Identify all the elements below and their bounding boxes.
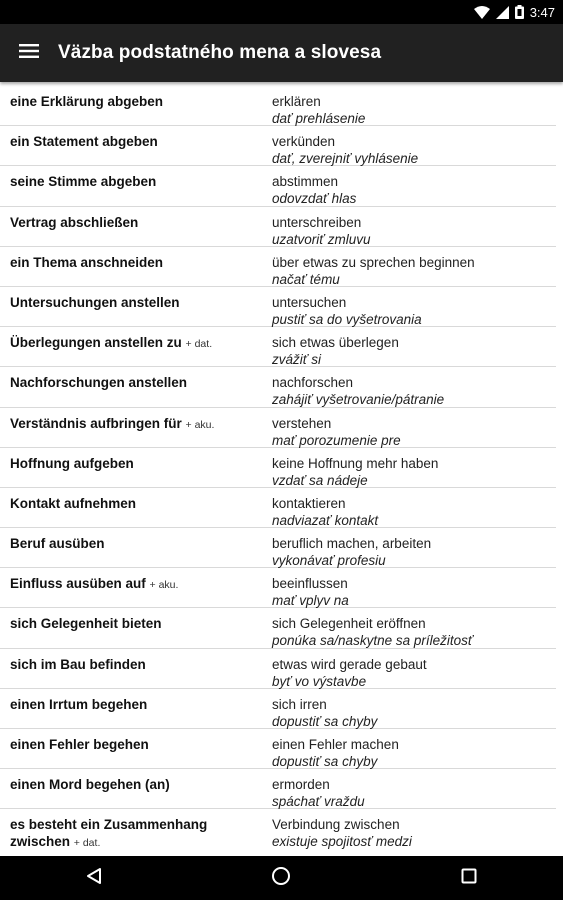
slovak-translation: nadviazať kontakt [272,512,379,528]
case-marker: + dat. [73,837,101,850]
slovak-translation: vzdať sa nádeje [272,472,368,488]
german-phrase: ein Thema anschneiden [10,254,164,270]
german-phrase: Einfluss ausüben auf + aku. [10,576,179,592]
german-phrase: einen Irrtum begehen [10,696,148,712]
german-meaning: untersuchen [272,294,347,310]
german-phrase: Kontakt aufnehmen [10,495,137,511]
list-item[interactable] [0,448,556,488]
status-bar [0,0,563,24]
list-item[interactable] [0,207,556,247]
page-title: Väzba podstatného mena a slovesa [58,42,382,63]
app-bar [0,24,563,82]
german-meaning: beeinflussen [272,576,348,592]
german-phrase: es besteht ein Zusammenhang zwischen + dat. [10,817,208,850]
german-phrase: Nachforschungen anstellen [10,375,188,391]
list-item[interactable] [0,809,556,849]
german-phrase: Untersuchungen anstellen [10,294,180,310]
list-item[interactable] [0,649,556,689]
german-phrase: sich im Bau befinden [10,656,146,672]
list-item[interactable] [0,247,556,287]
german-meaning: nachforschen [272,375,354,391]
list-item[interactable] [0,126,556,166]
german-phrase: Überlegungen anstellen zu + dat. [10,335,213,351]
case-marker: + aku. [185,418,215,431]
slovak-translation: existuje spojitosť medzi [272,834,412,850]
slovak-translation: dať prehlásenie [272,111,366,126]
list-item[interactable] [0,327,556,367]
german-meaning: etwas wird gerade gebaut [272,656,427,672]
case-marker: + aku. [149,579,179,592]
list-item[interactable] [0,287,556,327]
german-meaning: kontaktieren [272,495,346,511]
german-phrase: Hoffnung aufgeben [10,455,134,471]
slovak-translation: dopustiť sa chyby [272,713,378,729]
german-meaning: sich Gelegenheit eröffnen [272,616,426,632]
battery-icon [515,5,524,19]
slovak-translation: odovzdať hlas [272,191,357,207]
german-meaning: beruflich machen, arbeiten [272,536,432,552]
german-meaning: unterschreiben [272,214,362,230]
recents-button[interactable] [439,856,499,900]
navigation-bar [0,856,563,900]
wifi-icon [474,6,490,19]
german-meaning: über etwas zu sprechen beginnen [272,254,475,270]
list-item[interactable] [0,408,556,448]
slovak-translation: ponúka sa/naskytne sa príležitosť [272,633,473,649]
list-item[interactable] [0,729,556,769]
german-meaning: Verbindung zwischen [272,817,400,833]
german-phrase: Beruf ausüben [10,536,105,552]
slovak-translation: spáchať vraždu [272,794,365,810]
slovak-translation: pustiť sa do vyšetrovania [272,311,422,327]
german-phrase: eine Erklärung abgeben [10,94,164,109]
slovak-translation: zvážiť si [272,352,322,368]
slovak-translation: mať vplyv na [272,593,349,609]
menu-button[interactable] [0,24,58,82]
list-item[interactable] [0,166,556,206]
slovak-translation: uzatvoriť zmluvu [272,231,371,247]
list-item[interactable] [0,608,556,648]
list-item[interactable] [0,769,556,809]
home-icon [271,866,291,891]
german-meaning: abstimmen [272,174,339,190]
german-meaning: verstehen [272,415,332,431]
german-meaning: erklären [272,94,321,109]
german-phrase: Vertrag abschließen [10,214,139,230]
list-item[interactable] [0,488,556,528]
signal-icon [496,6,509,19]
back-button[interactable] [64,856,124,900]
german-phrase: seine Stimme abgeben [10,174,157,190]
back-icon [86,867,102,890]
german-meaning: sich irren [272,696,327,712]
list-item[interactable] [0,568,556,608]
german-phrase: einen Mord begehen (an) [10,777,170,793]
german-meaning: verkünden [272,134,336,150]
german-phrase: einen Fehler begehen [10,737,149,752]
slovak-translation: byť vo výstavbe [272,673,367,689]
german-meaning: einen Fehler machen [272,737,399,752]
german-meaning: keine Hoffnung mehr haben [272,455,439,471]
german-phrase: ein Statement abgeben [10,134,158,150]
status-time: 3:47 [529,4,555,20]
slovak-translation: načať tému [272,271,340,287]
german-phrase: sich Gelegenheit bieten [10,616,162,632]
slovak-translation: dopustiť sa chyby [272,754,378,769]
german-phrase: Verständnis aufbringen für + aku. [10,415,215,431]
phrase-list [0,86,563,856]
german-meaning: sich etwas überlegen [272,335,399,351]
home-button[interactable] [251,856,311,900]
list-item[interactable] [0,86,556,126]
german-meaning: ermorden [272,777,330,793]
list-item[interactable] [0,689,556,729]
slovak-translation: mať porozumenie pre [272,432,401,448]
list-item[interactable] [0,528,556,568]
slovak-translation: zahájiť vyšetrovanie/pátranie [272,392,445,408]
recents-icon [461,868,477,889]
slovak-translation: vykonávať profesiu [272,553,386,569]
case-marker: + dat. [185,338,213,351]
slovak-translation: dať, zverejniť vyhlásenie [272,151,419,167]
hamburger-icon [19,43,39,64]
list-item[interactable] [0,367,556,407]
